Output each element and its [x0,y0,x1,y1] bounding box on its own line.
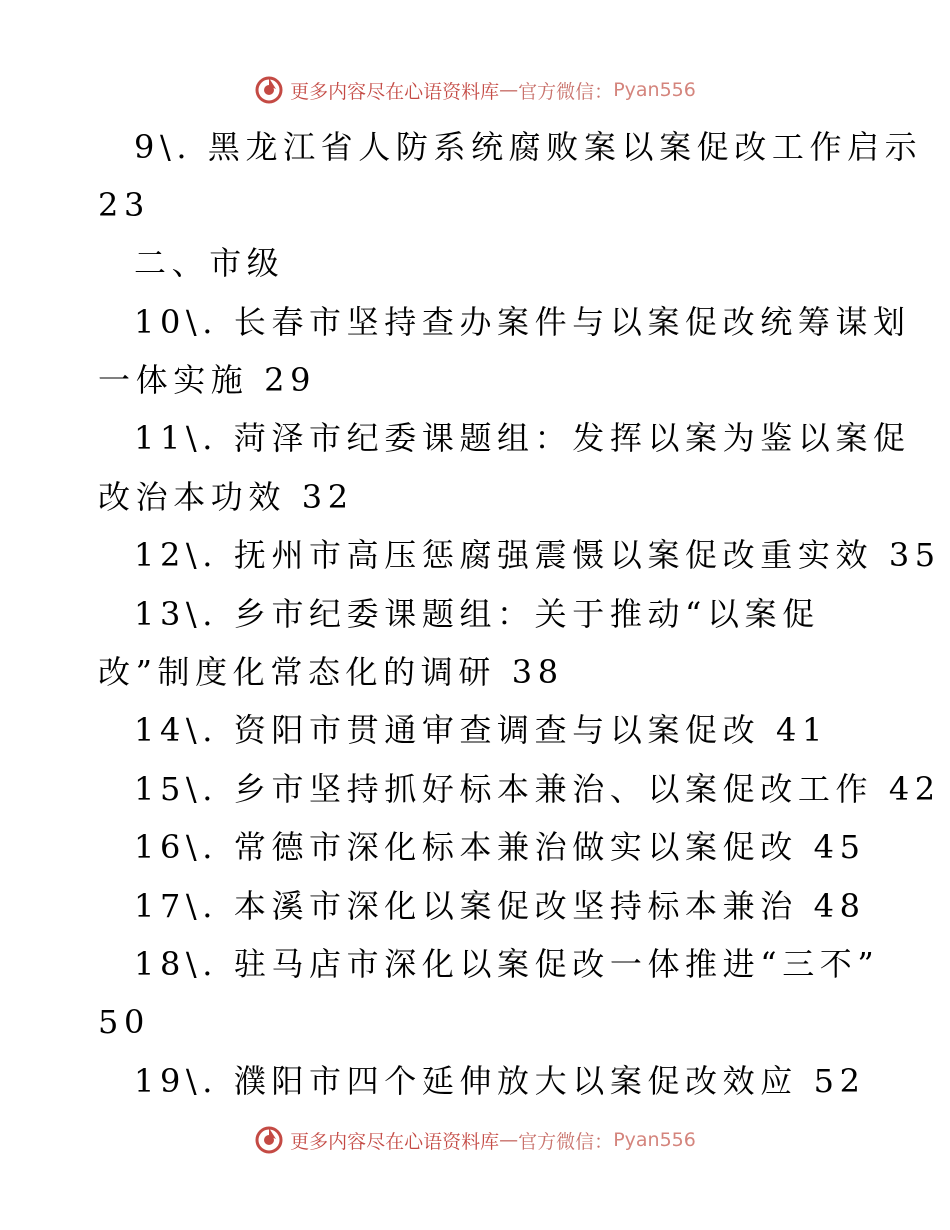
toc-line: 18\. 驻马店市深化以案促改一体推进“三不” [134,945,880,983]
toc-line: 17\. 本溪市深化以案促改坚持标本兼治 48 [134,887,866,925]
watermark-brand-id: Pyan556 [613,1129,696,1151]
toc-line: 19\. 濮阳市四个延伸放大以案促改效应 52 [134,1062,866,1100]
toc-line: 一体实施 29 [98,361,317,399]
watermark-main-text: 更多内容尽在心语资料库 [290,1130,500,1153]
header-watermark [0,72,950,108]
watermark-separator: — [499,1129,519,1151]
watermark-separator: — [499,79,519,101]
toc-line: 14\. 资阳市贯通审查调查与以案促改 41 [134,711,828,749]
watermark-main-text: 更多内容尽在心语资料库 [290,80,500,103]
toc-line: 9\. 黑龙江省人防系统腐败案以案促改工作启示 [134,128,923,166]
toc-section-heading: 二、市级 [134,244,285,282]
toc-line: 15\. 乡市坚持抓好标本兼治、以案促改工作 42 [134,770,941,808]
brand-logo-icon [254,75,284,105]
toc-line: 16\. 常德市深化标本兼治做实以案促改 45 [134,828,866,866]
watermark-brand-id: Pyan556 [613,79,696,101]
toc-line: 10\. 长春市坚持查办案件与以案促改统筹谋划 [134,303,911,341]
toc-line: 12\. 抚州市高压惩腐强震慑以案促改重实效 35 [134,536,941,574]
toc-line: 50 [98,1003,150,1041]
brand-logo-icon [254,1125,284,1155]
toc-line: 改”制度化常态化的调研 38 [98,653,564,691]
watermark-official-label: 官方微信： [518,1130,614,1153]
toc-line: 改治本功效 32 [98,478,354,516]
toc-line: 23 [98,186,150,224]
watermark-official-label: 官方微信： [518,80,614,103]
footer-watermark [0,1122,950,1158]
toc-line: 11\. 菏泽市纪委课题组：发挥以案为鉴以案促 [134,419,911,457]
toc-line: 13\. 乡市纪委课题组：关于推动“以案促 [134,595,820,633]
